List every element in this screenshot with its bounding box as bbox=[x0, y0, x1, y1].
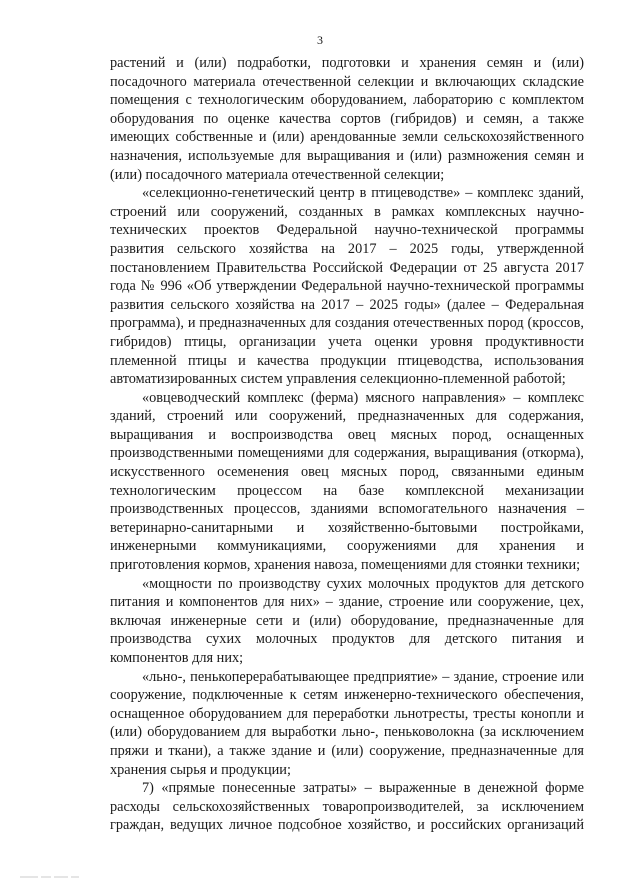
paragraph-flax-hemp-enterprise: «льно-, пенькоперерабатывающее предприятие» – здание, строение или сооружение, подключенные к сетям инженерно-технического обеспечения, оснащенное оборудованием для переработки льнотресты, тресты конопли и (или) оборудованием для выработки льно-, пеньковолокна (за исключением пряжи и ткани), а также здание и (или) сооружение, предназначенные для хранения сырья и продукции; bbox=[110, 668, 584, 778]
paragraph-poultry-breeding-centre: «селекционно-генетический центр в птицеводстве» – комплекс зданий, строений или сооружений, созданных в рамках комплексных научно-технических проектов Федеральной научно-технической программы развития сельского хозяйства на 2017 – 2025 годы, утвержденной постановлением Правительства Российской Федерации от 25 августа 2017 года № 996 «Об утверждении Федеральной научно-технической программы развития сельского хозяйства на 2017 – 2025 годы» (далее – Федеральная программа), и предназначенных для создания отечественных пород (кроссов, гибридов) птицы, организации учета оценки уровня продуктивности племенной птицы и качества продукции птицеводства, использования автоматизированных систем управления селекционно-племенной работой; bbox=[110, 185, 584, 388]
paragraph-sheep-complex: «овцеводческий комплекс (ферма) мясного направления» – комплекс зданий, строений или сооружений, предназначенных для содержания, выращивания и воспроизводства овец мясных пород, оснащенных производственными помещениями для содержания, выращивания (откорма), искусственного осеменения овец мясных пород, связанными единым технологическим процессом на базе комплексной механизации производственных процессов, зданиями вспомогательного назначения – ветеринарно-санитарными и хозяйственно-бытовыми постройками, инженерными коммуникациями, сооружениями для хранения и приготовления кормов, хранения навоза, помещениями для стоянки техники; bbox=[110, 389, 584, 574]
paragraph-direct-costs: 7) «прямые понесенные затраты» – выраженные в денежной форме расходы сельскохозяйственных товаропроизводителей, за исключением граждан, ведущих личное подсобное хозяйство, и российских организаций bbox=[110, 780, 584, 834]
paragraph-dry-milk-capacity: «мощности по производству сухих молочных продуктов для детского питания и компонентов для них» – здание, строение или сооружение, цех, включая инженерные сети и (или) оборудование, предназначенные для производства сухих молочных продуктов для детского питания и компонентов для них; bbox=[110, 575, 584, 666]
page-number: 3 bbox=[317, 33, 323, 47]
footer-scan-mark bbox=[20, 868, 100, 874]
paragraph-seed-centre-continuation: растений и (или) подработки, подготовки и хранения семян и (или) посадочного материала отечественной селекции и включающих складские помещения с технологическим оборудованием, лабораторию с комплектом оборудования по оценке качества сортов (гибридов) и семян, а также имеющих собственные и (или) арендованные земли сельскохозяйственного назначения, используемые для выращивания и (или) размножения семян и (или) посадочного материала отечественной селекции; bbox=[110, 55, 584, 183]
document-body bbox=[110, 54, 584, 835]
